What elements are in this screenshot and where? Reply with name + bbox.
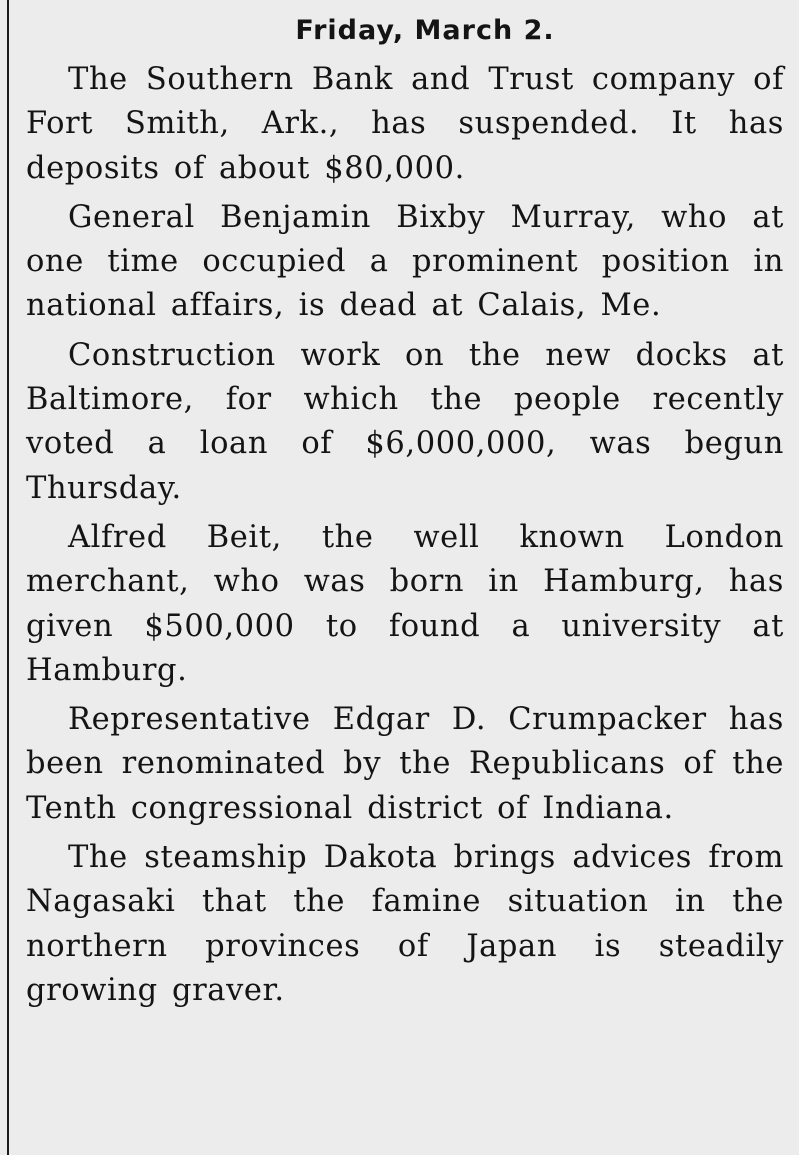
dateline-heading: Friday, March 2. bbox=[295, 15, 555, 46]
news-item-beit-university: Alfred Beit, the well known London merchant, who was born in Hamburg, has given $500,000 to found a university at Hamburg. bbox=[26, 519, 784, 688]
column-rule bbox=[7, 0, 9, 1155]
news-item-murray-death: General Benjamin Bixby Murray, who at one time occupied a prominent position in national affairs, is dead at Calais, Me. bbox=[26, 199, 784, 324]
news-item-japan-famine: The steamship Dakota brings advices from Nagasaki that the famine situation in the northern provinces of Japan is steadily growing graver. bbox=[26, 840, 784, 1008]
news-column bbox=[26, 8, 784, 1018]
news-item-crumpacker: Representative Edgar D. Crumpacker has been renominated by the Republicans of the Tenth congressional district of Indiana. bbox=[26, 702, 784, 826]
news-item-baltimore-docks: Construction work on the new docks at Baltimore, for which the people recently voted a loan of $6,000,000, was begun Thursday. bbox=[26, 337, 784, 506]
news-item-bank-suspension: The Southern Bank and Trust company of Fort Smith, Ark., has suspended. It has deposits of about $80,000. bbox=[26, 62, 784, 186]
